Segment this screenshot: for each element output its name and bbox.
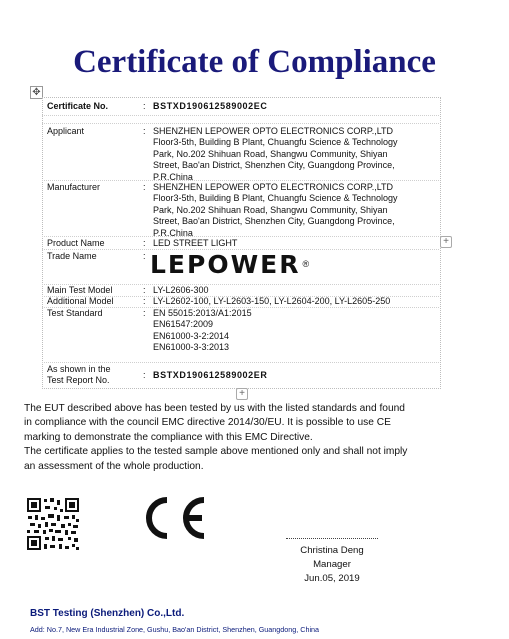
signatory-title: Manager — [313, 559, 351, 570]
standard-line: EN61000-3-2:2014 — [153, 330, 230, 341]
colon: : — [143, 251, 146, 261]
applicant-line: Floor3-5th, Building B Plant, Chuangfu Science & Technology — [153, 137, 398, 148]
issuer-company-name: BST Testing (Shenzhen) Co.,Ltd. — [30, 608, 185, 619]
additional-model-value: LY-L2602-100, LY-L2603-150, LY-L2604-200, LY-L2605-250 — [153, 296, 391, 306]
colon: : — [143, 238, 146, 248]
issuer-address: Add: No.7, New Era Industrial Zone, Gushu, Bao'an District, Shenzhen, Guangdong, China — [30, 625, 320, 634]
manufacturer-line: Floor3-5th, Building B Plant, Chuangfu Science & Technology — [153, 193, 398, 204]
ce-mark-icon — [134, 494, 212, 542]
compliance-statement — [24, 402, 484, 474]
test-standard-value — [153, 308, 443, 354]
trade-name-label: Trade Name — [47, 251, 97, 261]
main-test-model-label: Main Test Model — [47, 285, 113, 295]
colon: : — [143, 101, 146, 111]
colon: : — [143, 126, 146, 136]
signatory-name: Christina Deng — [300, 545, 364, 556]
certificate-number-label: Certificate No. — [47, 101, 109, 111]
statement-line: The EUT described above has been tested by us with the listed standards and found — [24, 403, 405, 414]
signature-date: Jun.05, 2019 — [304, 573, 360, 584]
main-test-model-value: LY-L2606-300 — [153, 285, 209, 295]
qr-code-icon — [26, 497, 80, 551]
test-report-label-line: As shown in the — [47, 364, 111, 374]
statement-line: The certificate applies to the tested sample above mentioned only and shall not imply — [24, 446, 408, 458]
row-divider — [42, 362, 439, 363]
manufacturer-label: Manufacturer — [47, 182, 101, 192]
statement-line: an assessment of the whole production. — [24, 460, 204, 472]
row-divider — [42, 236, 439, 237]
statement-line: marking to demonstrate the compliance with this EMC Directive. — [24, 431, 313, 443]
certificate-number-value: BSTXD190612589002EC — [153, 101, 268, 111]
registered-mark: ® — [302, 259, 310, 269]
colon: : — [143, 285, 146, 295]
applicant-line: Street, Bao'an District, Shenzhen City, Guangdong Province, — [153, 160, 395, 171]
manufacturer-line: Street, Bao'an District, Shenzhen City, Guangdong Province, — [153, 216, 395, 227]
signature-line — [286, 538, 378, 539]
additional-model-label: Additional Model — [47, 296, 114, 306]
standard-line: EN 55015:2013/A1:2015 — [153, 308, 252, 318]
product-name-value: LED STREET LIGHT — [153, 238, 238, 248]
colon: : — [143, 370, 146, 380]
colon: : — [143, 296, 146, 306]
test-standard-label: Test Standard — [47, 308, 103, 318]
lepower-logo-text: LEPOWER — [150, 249, 301, 279]
row-divider — [42, 180, 439, 181]
colon: : — [143, 308, 146, 318]
test-report-label — [47, 364, 142, 387]
row-divider — [42, 115, 439, 116]
document-title: Certificate of Compliance — [73, 44, 436, 80]
applicant-value — [153, 126, 443, 183]
table-move-handle-icon[interactable]: ✥ — [30, 86, 43, 99]
add-row-icon[interactable]: + — [440, 236, 452, 248]
standard-line: EN61000-3-3:2013 — [153, 342, 230, 353]
test-report-label-line: Test Report No. — [47, 375, 110, 386]
product-name-label: Product Name — [47, 238, 105, 248]
applicant-line: SHENZHEN LEPOWER OPTO ELECTRONICS CORP.,LTD — [153, 126, 394, 136]
lepower-logo — [150, 251, 309, 277]
row-divider — [42, 123, 439, 124]
standard-line: EN61547:2009 — [153, 319, 214, 330]
add-row-icon[interactable]: + — [236, 388, 248, 400]
applicant-line: P.R.China — [153, 171, 193, 182]
applicant-label: Applicant — [47, 126, 85, 136]
manufacturer-value — [153, 182, 443, 239]
manufacturer-line: Park, No.202 Shihuan Road, Shangwu Community, Shiyan — [153, 204, 388, 215]
manufacturer-line: SHENZHEN LEPOWER OPTO ELECTRONICS CORP.,LTD — [153, 182, 394, 192]
test-report-value: BSTXD190612589002ER — [153, 370, 268, 380]
colon: : — [143, 182, 146, 192]
manufacturer-line: P.R.China — [153, 227, 193, 238]
applicant-line: Park, No.202 Shihuan Road, Shangwu Community, Shiyan — [153, 148, 388, 159]
statement-line: in compliance with the council EMC directive 2014/30/EU. It is possible to use CE — [24, 417, 391, 429]
